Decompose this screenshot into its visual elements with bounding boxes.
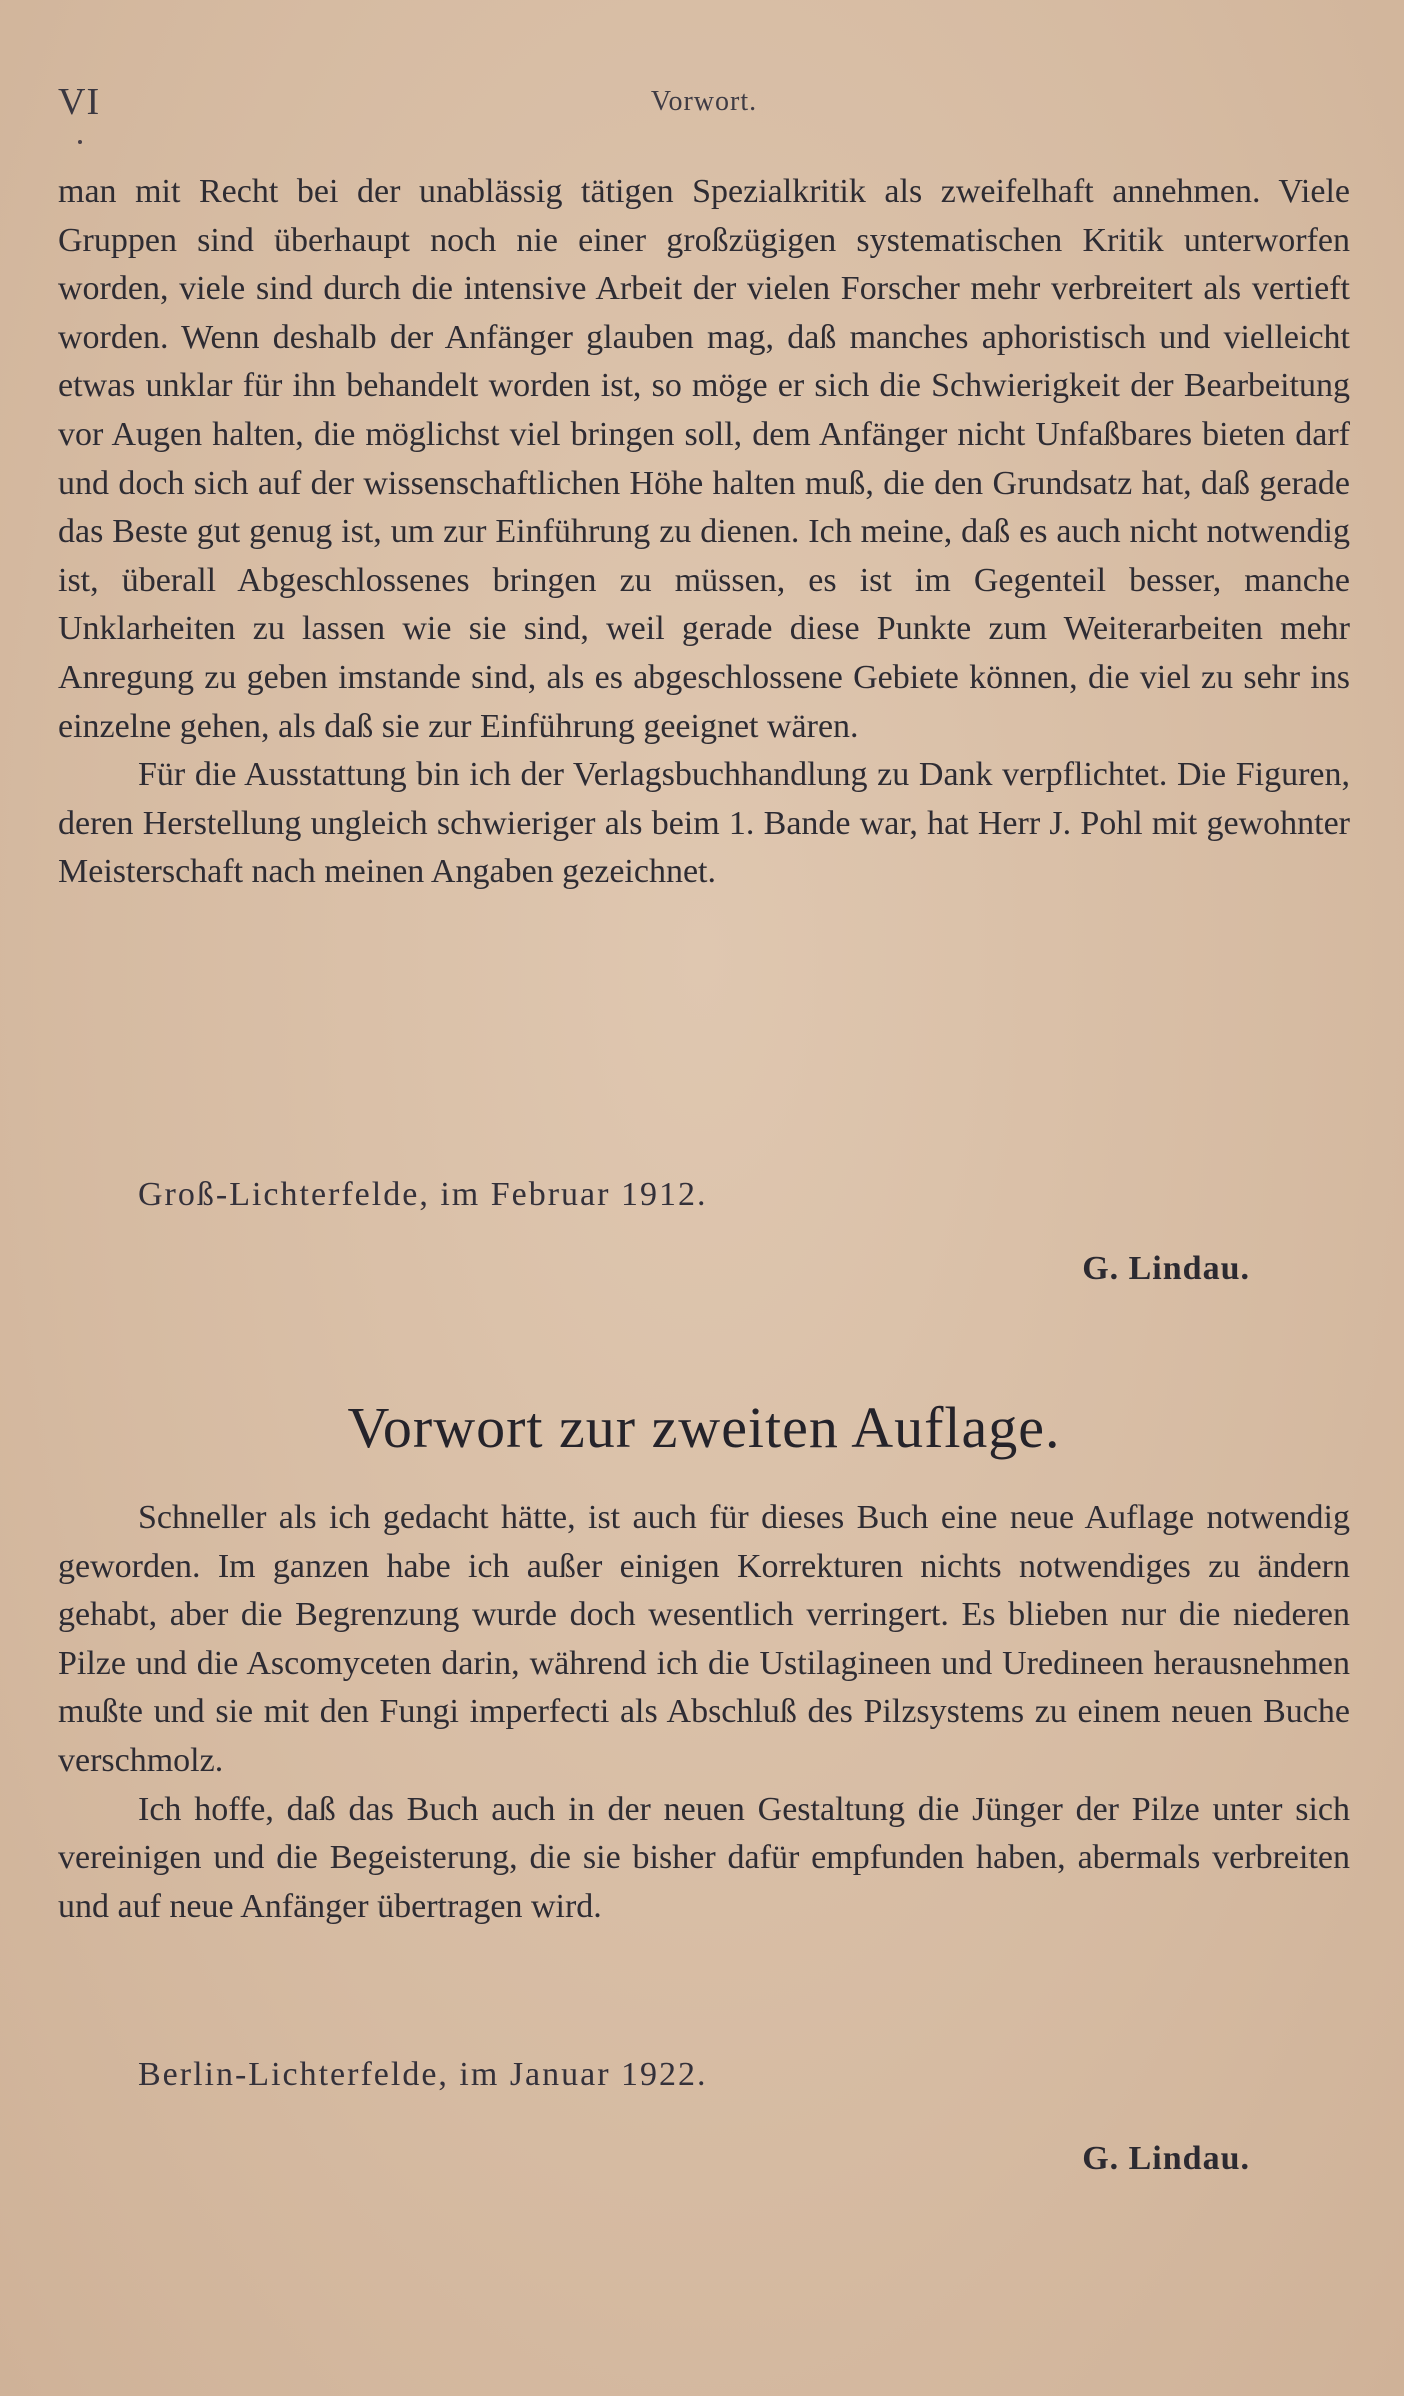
first-preface-body [58,168,1350,897]
print-speck [78,140,82,144]
first-preface-signature: G. Lindau. [1082,1250,1250,1287]
running-title: Vorwort. [650,86,758,117]
second-preface-paragraph-one: Schneller als ich gedacht hätte, ist auch für dieses Buch eine neue Auflage notwendig geworden. Im ganzen habe ich außer einigen Korrekturen nichts notwendiges zu ändern gehabt, aber die Begrenzung wurde doch wesentlich verringert. Es blieben nur die niederen Pilze und die Ascomyceten darin, während ich die Ustilagineen und Uredineen herausnehmen mußte und sie mit den Fungi imperfecti als Abschluß des Pilzsystems zu einem neuen Buche verschmolz. [58,1499,1350,1779]
first-preface-dateline: Groß-Lichterfelde, im Februar 1912. [138,1176,708,1213]
first-preface-paragraph-acknowledgement: Für die Ausstattung bin ich der Verlagsbuchhandlung zu Dank verpflichtet. Die Figuren, deren Herstellung ungleich schwieriger als beim 1. Bande war, hat Herr J. Pohl mit gewohnter Meisterschaft nach meinen Angaben gezeichnet. [58,756,1350,891]
second-preface-signature: G. Lindau. [1082,2140,1250,2177]
second-preface-body [58,1494,1350,1931]
second-preface-paragraph-two: Ich hoffe, daß das Buch auch in der neuen Gestaltung die Jünger der Pilze unter sich vereinigen und die Begeisterung, die sie bisher dafür empfunden haben, abermals verbreiten und auf neue Anfänger übertragen wird. [58,1790,1350,1925]
page-number: VI [58,81,101,123]
running-head [58,80,1350,136]
book-page [58,0,1350,2396]
second-preface-heading: Vorwort zur zweiten Auflage. [347,1395,1061,1460]
second-preface-dateline: Berlin-Lichterfelde, im Januar 1922. [138,2056,708,2093]
first-preface-paragraph-continuation: man mit Recht bei der unablässig tätigen Spezialkritik als zweifelhaft annehmen. Viele Gruppen sind überhaupt noch nie einer großzügigen systematischen Kritik unterworfen worden, viele sind durch die intensive Arbeit der vielen Forscher mehr verbreitert als vertieft worden. Wenn deshalb der Anfänger glauben mag, daß manches aphoristisch und vielleicht etwas unklar für ihn behandelt worden ist, so möge er sich die Schwierigkeit der Bearbeitung vor Augen halten, die möglichst viel bringen soll, dem Anfänger nicht Unfaßbares bieten darf und doch sich auf der wissenschaftlichen Höhe halten muß, die den Grundsatz hat, daß gerade das Beste gut genug ist, um zur Einführung zu dienen. Ich meine, daß es auch nicht notwendig ist, überall Abgeschlossenes bringen zu müssen, es ist im Gegenteil besser, manche Unklarheiten zu lassen wie sie sind, weil gerade diese Punkte zum Weiterarbeiten mehr Anregung zu geben imstande sind, als es abgeschlossene Gebiete können, die viel zu sehr ins einzelne gehen, als daß sie zur Einführung geeignet wären. [58,173,1350,745]
